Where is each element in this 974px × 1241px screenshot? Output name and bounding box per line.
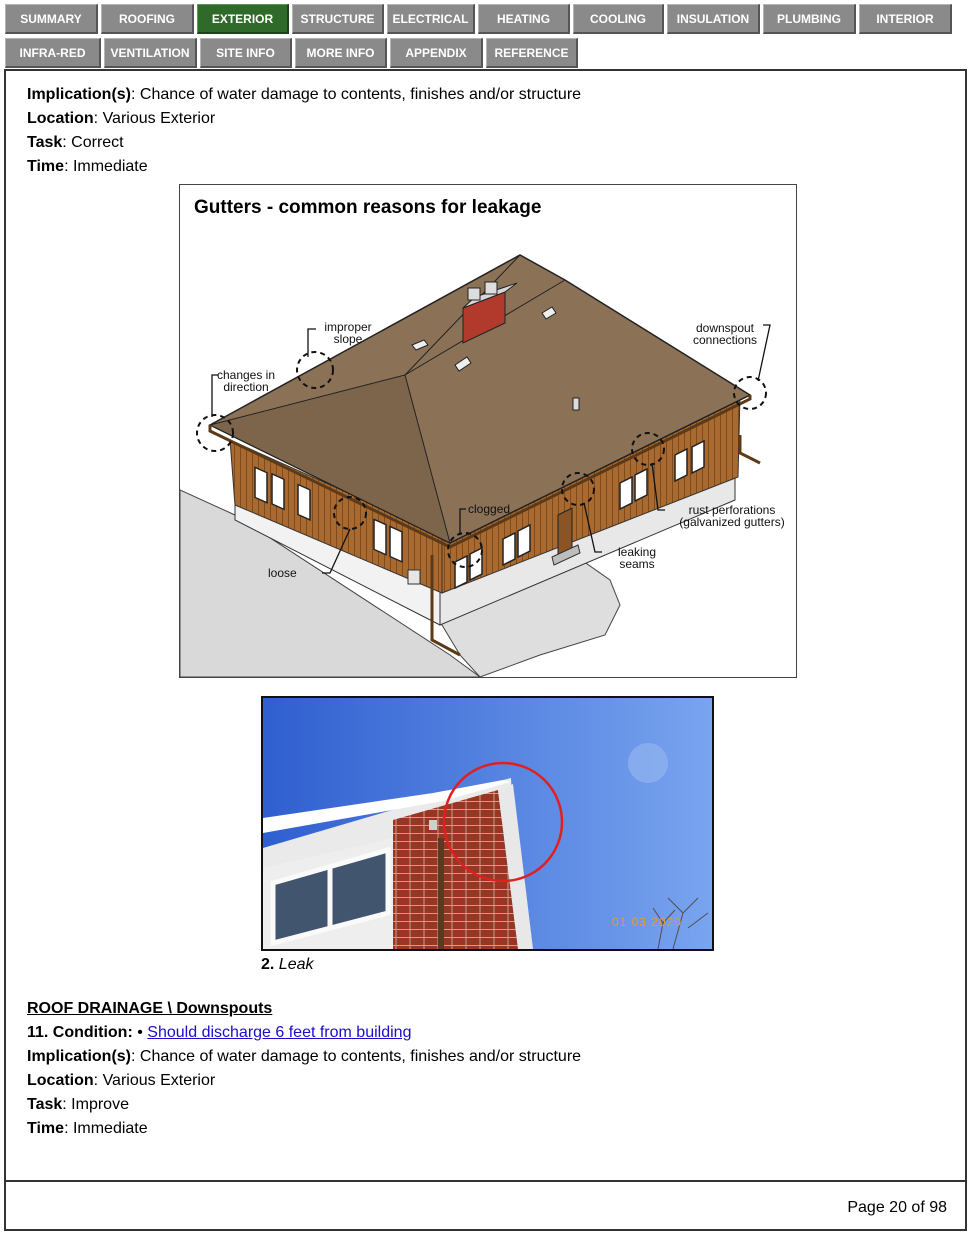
tab-plumbing[interactable]: PLUMBING [763,4,856,34]
date-stamp: 01 03 2020 [611,915,682,929]
location-line: Location: Various Exterior [27,1072,216,1089]
label-downspout-connections: downspout connections [692,321,758,347]
footer-divider [6,1180,965,1182]
tab-exterior[interactable]: EXTERIOR [197,4,289,34]
report-page [4,69,967,1231]
implication-line: Implication(s): Chance of water damage to contents, finishes and/or structure [27,1048,582,1065]
label-leaking-seams: leaking seams [617,545,657,571]
diagram-title: Gutters - common reasons for leakage [194,197,542,218]
tab-cooling[interactable]: COOLING [573,4,664,34]
tab-electrical[interactable]: ELECTRICAL [387,4,475,34]
tab-site-info[interactable]: SITE INFO [200,38,292,68]
task-line: Task: Correct [27,134,124,151]
bullet: • [137,1024,143,1041]
label-changes-in-direction: changes in direction [216,368,276,394]
label-clogged: clogged [468,502,511,516]
section-title: ROOF DRAINAGE \ Downspouts [27,1000,273,1017]
tab-roofing[interactable]: ROOFING [101,4,194,34]
tab-more-info[interactable]: MORE INFO [295,38,387,68]
label-improper-slope: improper slope [324,320,372,346]
time-line: Time: Immediate [27,1120,148,1137]
page-number: Page 20 of 98 [847,1199,947,1216]
photo-caption: 2. Leak [261,956,314,973]
tab-interior[interactable]: INTERIOR [859,4,952,34]
tab-ventilation[interactable]: VENTILATION [104,38,197,68]
tab-bar-row-1 [5,4,952,34]
leak-photo [261,696,714,951]
tab-appendix[interactable]: APPENDIX [390,38,483,68]
task-line: Task: Improve [27,1096,129,1113]
downspouts-section [27,997,581,1141]
tab-heating[interactable]: HEATING [478,4,570,34]
item-details [27,83,581,179]
tab-structure[interactable]: STRUCTURE [292,4,384,34]
tab-reference[interactable]: REFERENCE [486,38,578,68]
time-line: Time: Immediate [27,158,148,175]
house-illustration [180,185,796,677]
implication-line: Implication(s): Chance of water damage to contents, finishes and/or structure [27,86,582,103]
tab-infra-red[interactable]: INFRA-RED [5,38,101,68]
condition-link[interactable]: Should discharge 6 feet from building [147,1024,412,1041]
condition-line: 11. Condition: • Should discharge 6 feet from building [27,1024,412,1041]
leak-photo-image [263,698,712,949]
location-line: Location: Various Exterior [27,110,216,127]
label-loose: loose [268,566,297,580]
tab-bar-row-2 [5,38,578,68]
label-rust-perforations: rust perforations (galvanized gutters) [679,503,785,529]
gutter-leakage-diagram [179,184,797,678]
tab-insulation[interactable]: INSULATION [667,4,760,34]
tab-summary[interactable]: SUMMARY [5,4,98,34]
